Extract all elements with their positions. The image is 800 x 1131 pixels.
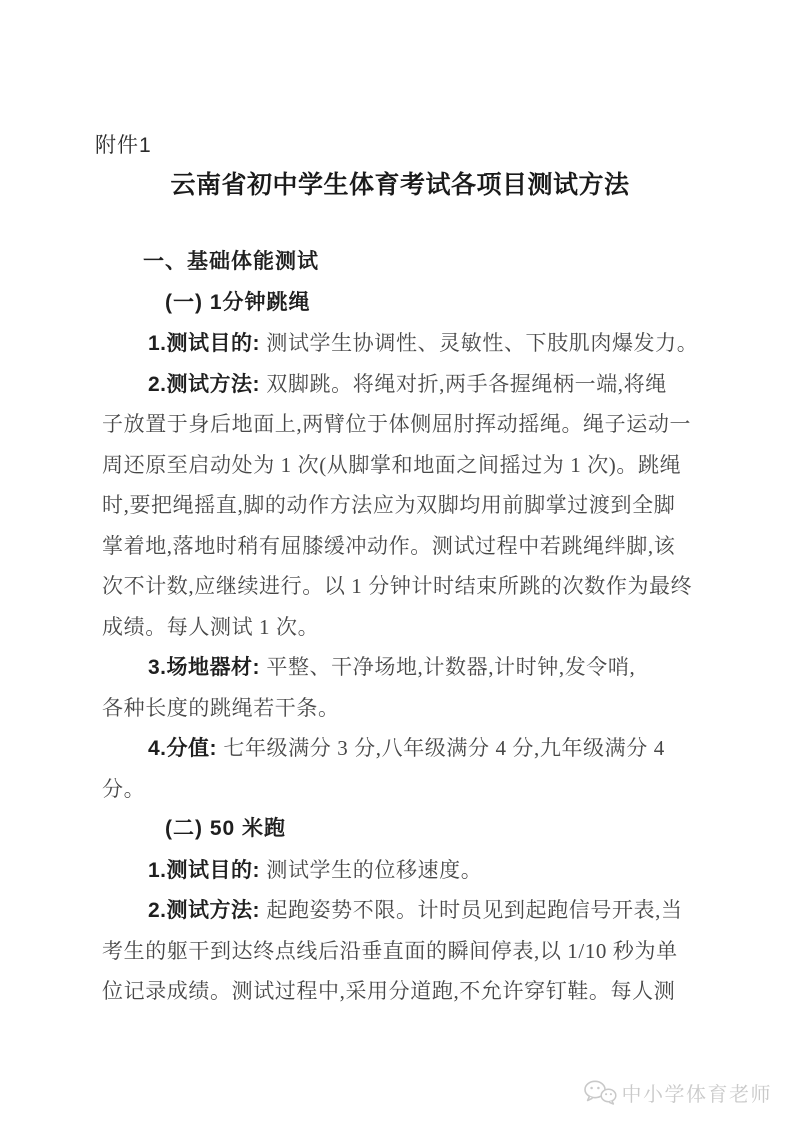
attachment-label: 附件1 xyxy=(95,134,152,157)
subsection-heading: (一) 1分钟跳绳 xyxy=(165,290,311,314)
item-text: 测试学生的位移速度。 xyxy=(266,857,483,882)
item-label: 3.场地器材: xyxy=(148,656,267,679)
item-text: 测试学生协调性、灵敏性、下肢肌肉爆发力。 xyxy=(266,331,699,355)
document-line: 位记录成绩。测试过程中,采用分道跑,不允许穿钉鞋。每人测 xyxy=(102,979,676,1003)
document-line xyxy=(102,850,712,891)
document-line: 周还原至启动处为 1 次(从脚掌和地面之间摇过为 1 次)。跳绳 xyxy=(102,452,682,477)
item-text: 起跑姿势不限。计时员见到起跑信号开表,当 xyxy=(266,898,683,922)
item-text: 七年级满分 3 分,八年级满分 4 分,九年级满分 4 xyxy=(223,736,665,760)
item-text: 双脚跳。将绳对折,两手各握绳柄一端,将绳 xyxy=(266,371,667,396)
document-line: 成绩。每人测试 1 次。 xyxy=(102,614,320,639)
document-line: 子放置于身后地面上,两臂位于体侧屈肘挥动摇绳。绳子运动一 xyxy=(102,412,692,436)
document-line xyxy=(102,364,712,405)
item-label: 2.测试方法: xyxy=(148,899,267,922)
document-line: 次不计数,应继续进行。以 1 分钟计时结束所跳的次数作为最终 xyxy=(102,574,693,598)
document-line xyxy=(102,647,712,688)
watermark-text: 中小学体育老师 xyxy=(621,1084,772,1106)
document-line: 时,要把绳摇直,脚的动作方法应为双脚均用前脚掌过渡到全脚 xyxy=(102,493,676,517)
item-label: 2.测试方法: xyxy=(148,372,267,396)
item-label: 4.分值: xyxy=(148,737,224,760)
document-title: 云南省初中学生体育考试各项目测试方法 xyxy=(170,172,630,199)
section-heading: 一、基础体能测试 xyxy=(143,250,319,273)
document-content xyxy=(102,242,712,1012)
item-label: 1.测试目的: xyxy=(148,858,267,882)
item-text: 平整、干净场地,计数器,计时钟,发令哨, xyxy=(266,655,636,679)
document-line: 各种长度的跳绳若干条。 xyxy=(102,695,340,720)
item-label: 1.测试目的: xyxy=(148,332,267,355)
document-line: 分。 xyxy=(102,776,146,801)
document-line xyxy=(102,890,712,931)
watermark xyxy=(583,1078,773,1107)
document-line xyxy=(102,323,712,364)
document-line xyxy=(102,728,712,769)
document-line: 考生的躯干到达终点线后沿垂直面的瞬间停表,以 1/10 秒为单 xyxy=(102,938,678,963)
wechat-logo-icon xyxy=(583,1079,617,1107)
document-line: 掌着地,落地时稍有屈膝缓冲动作。测试过程中若跳绳绊脚,该 xyxy=(102,533,676,558)
subsection-heading: (二) 50 米跑 xyxy=(165,817,287,840)
